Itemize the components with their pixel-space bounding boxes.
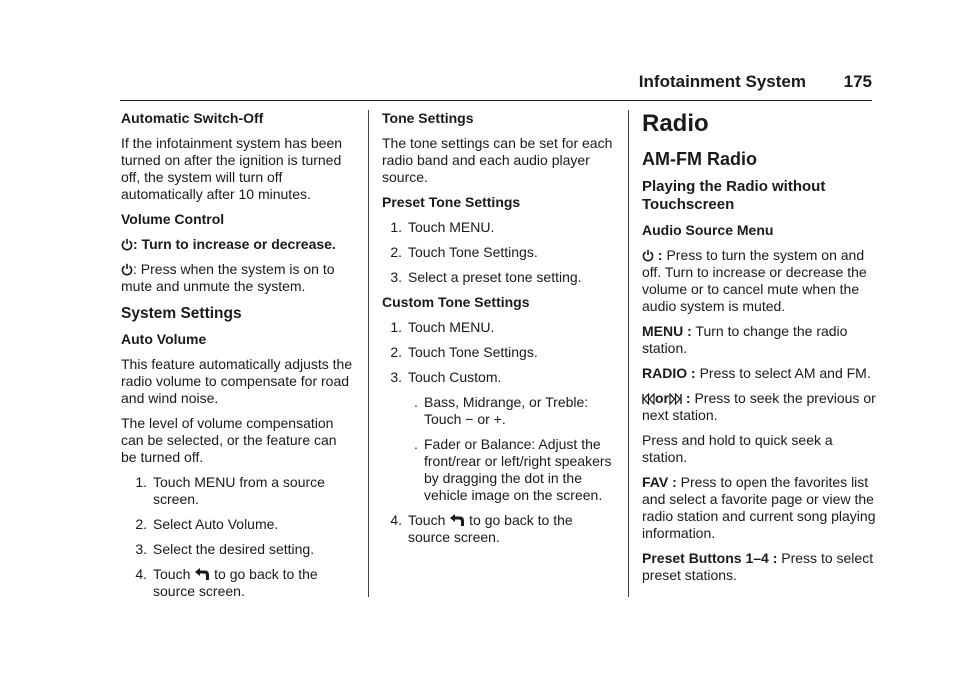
list-item: 1. Touch MENU from a source screen. xyxy=(135,474,325,507)
auto-switch-off-heading: Automatic Switch-Off xyxy=(121,110,264,126)
column-divider-2 xyxy=(628,110,629,597)
section-title: Infotainment System xyxy=(638,72,806,91)
quick-seek-text: Press and hold to quick seek a station. xyxy=(642,432,833,465)
list-item: 3. Touch Custom. xyxy=(390,369,502,385)
auto-switch-off-text: If the infotainment system has been turned on after the ignition is turned off, the system will turn off automatically after 10 minutes. xyxy=(121,135,343,202)
tone-settings-text: The tone settings can be set for each radio band and each audio player source. xyxy=(382,135,613,185)
column-2 xyxy=(382,110,614,554)
list-item: 3. Select the desired setting. xyxy=(135,541,315,557)
power-press-text: : Press when the system is on to mute and unmute the system. xyxy=(121,261,335,294)
page-header xyxy=(120,66,872,101)
audio-source-menu-heading: Audio Source Menu xyxy=(642,222,774,238)
power-item: : Press to turn the system on and off. Turn to increase or decrease the volume or to cancel mute when the audio system is muted. xyxy=(642,247,867,314)
playing-radio-heading: Playing the Radio without Touchscreen xyxy=(642,178,826,213)
bullet-item: . Fader or Balance: Adjust the front/rear or left/right speakers by dragging the dot in the vehicle image on the screen. xyxy=(414,436,612,503)
list-item: 3. Select a preset tone setting. xyxy=(390,269,582,285)
system-settings-heading: System Settings xyxy=(121,305,242,322)
radio-item: RADIO : Press to select AM and FM. xyxy=(642,365,871,381)
list-item: 1. Touch MENU. xyxy=(390,319,495,335)
power-press-item xyxy=(121,261,353,295)
menu-item: MENU : Turn to change the radio station. xyxy=(642,323,848,356)
radio-heading: Radio xyxy=(642,110,709,137)
power-icon xyxy=(121,263,133,276)
power-item-text: Press to turn the system on and off. Turn to increase or decrease the volume or to cancel mute when the audio system is muted. xyxy=(642,247,867,314)
list-item: 2. Touch Tone Settings. xyxy=(390,244,538,260)
auto-volume-heading: Auto Volume xyxy=(121,331,207,347)
power-icon xyxy=(121,238,133,251)
bullet-item: . Bass, Midrange, or Treble: Touch − or +. xyxy=(414,394,589,427)
auto-volume-steps xyxy=(121,474,353,600)
column-3 xyxy=(642,110,878,592)
back-arrow-icon xyxy=(449,513,465,527)
preset-tone-steps xyxy=(382,219,614,286)
volume-control-heading: Volume Control xyxy=(121,211,225,227)
custom-tone-steps xyxy=(382,319,614,546)
list-item: 4. Touch to go back to the source screen. xyxy=(135,566,318,599)
list-item: 2. Touch Tone Settings. xyxy=(390,344,538,360)
auto-volume-text: This feature automatically adjusts the radio volume to compensate for road and wind noise. xyxy=(121,356,353,406)
list-item: 4. Touch to go back to the source screen. xyxy=(390,512,573,545)
preset-buttons-item: Preset Buttons 1–4 : Press to select preset stations. xyxy=(642,550,874,583)
page-number: 175 xyxy=(843,72,872,91)
preset-tone-heading: Preset Tone Settings xyxy=(382,194,521,210)
am-fm-radio-heading: AM-FM Radio xyxy=(642,149,757,169)
seek-item: or : Press to seek the previous or next station. xyxy=(642,390,876,423)
column-divider-1 xyxy=(368,110,369,597)
custom-tone-heading: Custom Tone Settings xyxy=(382,294,530,310)
seek-next-icon xyxy=(669,393,682,405)
volume-level-text: The level of volume compensation can be selected, or the feature can be turned off. xyxy=(121,415,337,465)
fav-item: FAV : Press to open the favorites list and select a favorite page or view the radio station and current song playing information. xyxy=(642,474,876,541)
list-item: 1. Touch MENU. xyxy=(390,219,495,235)
power-icon xyxy=(642,249,654,262)
tone-settings-heading: Tone Settings xyxy=(382,110,474,126)
seek-previous-icon xyxy=(642,393,655,405)
power-turn-item xyxy=(121,236,353,253)
back-arrow-icon xyxy=(194,567,210,581)
list-item: 2. Select Auto Volume. xyxy=(135,516,279,532)
power-turn-text: : Turn to increase or decrease. xyxy=(133,236,336,252)
column-1 xyxy=(121,110,353,608)
